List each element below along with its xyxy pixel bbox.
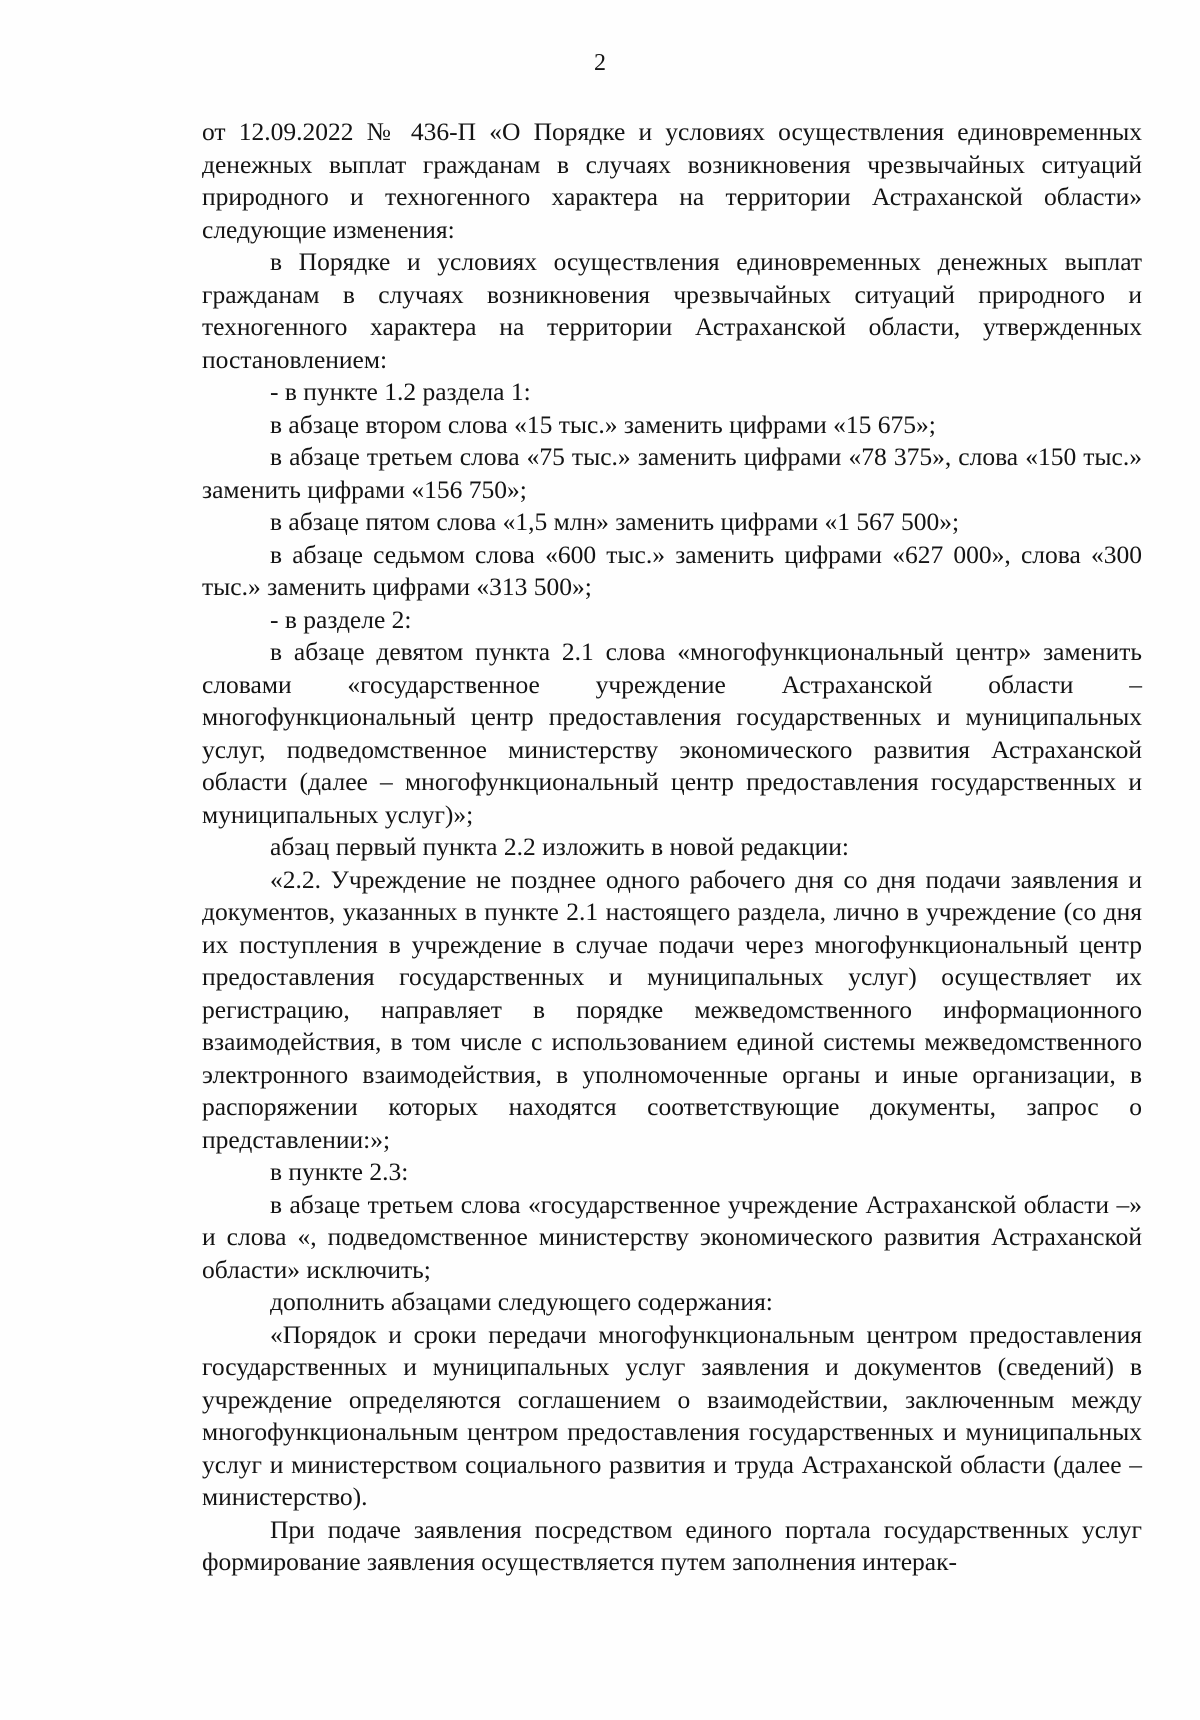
paragraph: абзац первый пункта 2.2 изложить в новой редакции:: [270, 832, 849, 861]
paragraph: в абзаце седьмом слова «600 тыс.» заменить цифрами «627 000», слова «300 тыс.» заменить цифрами «313 500»;: [202, 539, 1142, 601]
paragraph: в пункте 2.3:: [270, 1157, 409, 1186]
paragraph: в абзаце третьем слова «государственное учреждение Астраханской области –» и слова «, подведомственное министерству экономического развития Астраханской области» исключить;: [202, 1189, 1142, 1284]
paragraph: «Порядок и сроки передачи многофункциональным центром предоставления государственных и муниципальных услуг заявления и документов (сведений) в учреждение определяются соглашением о взаимодействии, заключенным между многофункциональным центром предоставления государственных и муниципальных услуг и министерством социального развития и труда Астраханской области (далее – министерство).: [202, 1319, 1142, 1511]
page-number: 2: [594, 50, 606, 76]
paragraph: дополнить абзацами следующего содержания:: [270, 1287, 773, 1316]
paragraph: - в разделе 2:: [270, 604, 412, 634]
document-body: [202, 116, 1142, 1579]
paragraph: «2.2. Учреждение не позднее одного рабочего дня со дня подачи заявления и документов, указанных в пункте 2.1 настоящего раздела, лично в учреждение (со дня их поступления в учреждение в случае подачи через многофункциональный центр предоставления государственных и муниципальных услуг) осуществляет их регистрацию, направляет в порядке межведомственного информационного взаимодействия, в том числе с использованием единой системы межведомственного электронного взаимодействия, в уполномоченные органы и иные организации, в распоряжении которых находятся соответствующие документы, запрос о представлении:»;: [202, 864, 1142, 1154]
paragraph: - в пункте 1.2 раздела 1:: [270, 377, 531, 406]
paragraph: При подаче заявления посредством единого портала государственных услуг формирование заявления осуществляется путем заполнения интерак-: [202, 1514, 1142, 1576]
paragraph: в Порядке и условиях осуществления единовременных денежных выплат гражданам в случаях возникновения чрезвычайных ситуаций природного и техногенного характера на территории Астраханской области, утвержденных постановлением:: [202, 247, 1142, 374]
paragraph: в абзаце третьем слова «75 тыс.» заменить цифрами «78 375», слова «150 тыс.» заменить цифрами «156 750»;: [202, 442, 1142, 504]
paragraph: в абзаце пятом слова «1,5 млн» заменить цифрами «1 567 500»;: [270, 507, 960, 536]
paragraph: в абзаце втором слова «15 тыс.» заменить цифрами «15 675»;: [270, 409, 936, 439]
paragraph: в абзаце девятом пункта 2.1 слова «многофункциональный центр» заменить словами «государственное учреждение Астраханской области – многофункциональный центр предоставления государственных и муниципальных услуг, подведомственное министерству экономического развития Астраханской области (далее – многофункциональный центр предоставления государственных и муниципальных услуг)»;: [202, 637, 1142, 829]
paragraph: от 12.09.2022 № 436-П «О Порядке и условиях осуществления единовременных денежных выплат гражданам в случаях возникновения чрезвычайных ситуаций природного и техногенного характера на территории Астраханской области» следующие изменения:: [202, 117, 1142, 244]
